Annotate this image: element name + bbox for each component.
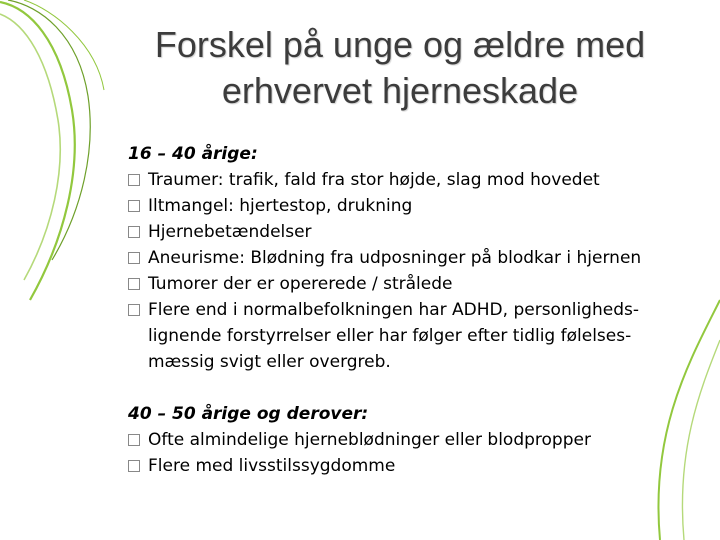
slide-title	[100, 22, 700, 114]
title-line-1: Forskel på unge og ældre med	[154, 24, 646, 65]
checkbox-bullet-icon	[128, 200, 140, 212]
title-line-2: erhvervet hjerneskade	[221, 70, 579, 111]
bullet-list	[128, 167, 688, 375]
checkbox-bullet-icon	[128, 226, 140, 238]
list-item-text: Aneurisme: Blødning fra udposninger på blodkar i hjernen	[148, 248, 642, 268]
checkbox-bullet-icon	[128, 434, 140, 446]
list-item	[128, 297, 688, 375]
list-item-text: Flere med livsstilssygdomme	[148, 456, 396, 476]
list-item	[128, 219, 688, 245]
list-item	[128, 427, 688, 453]
list-item	[128, 167, 688, 193]
top-left-swoosh	[0, 0, 104, 300]
list-item	[128, 453, 688, 479]
list-item-text: Ofte almindelige hjerneblødninger eller blodpropper	[148, 430, 591, 450]
slide-body	[128, 141, 688, 479]
checkbox-bullet-icon	[128, 252, 140, 264]
list-item-text: Iltmangel: hjertestop, drukning	[148, 196, 413, 216]
section-older	[128, 401, 688, 479]
section-young	[128, 141, 688, 375]
list-item-text-line-1: Flere end i normalbefolkningen har ADHD, personligheds-	[148, 300, 639, 320]
list-item	[128, 271, 688, 297]
bullet-list	[128, 427, 688, 479]
checkbox-bullet-icon	[128, 174, 140, 186]
checkbox-bullet-icon	[128, 304, 140, 316]
section-heading: 16 – 40 årige:	[128, 144, 258, 164]
checkbox-bullet-icon	[128, 278, 140, 290]
list-item-text: Hjernebetændelser	[148, 222, 312, 242]
list-item	[128, 245, 688, 271]
checkbox-bullet-icon	[128, 460, 140, 472]
list-item-text-line-3: mæssig svigt eller overgreb.	[148, 352, 391, 372]
list-item-text: Tumorer der er opererede / strålede	[148, 274, 453, 294]
list-item-text-line-2: lignende forstyrrelser eller har følger efter tidlig følelses-	[148, 326, 632, 346]
section-heading: 40 – 50 årige og derover:	[128, 404, 369, 424]
list-item	[128, 193, 688, 219]
list-item-text: Traumer: trafik, fald fra stor højde, slag mod hovedet	[148, 170, 600, 190]
